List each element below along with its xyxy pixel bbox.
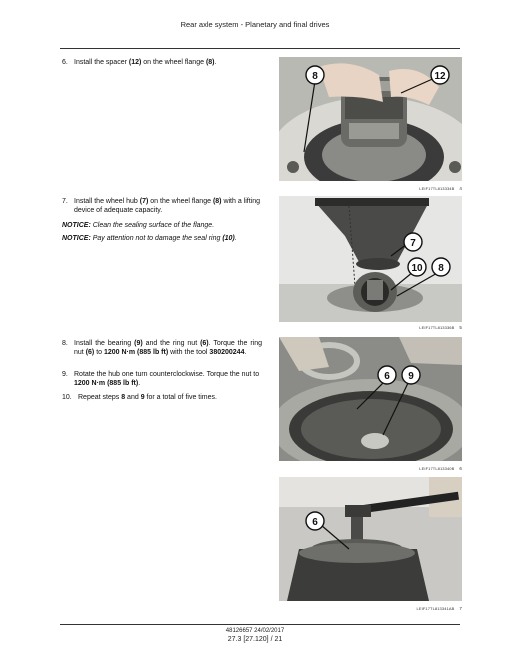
step-number: 7. (62, 198, 68, 205)
step-text-part: Install the spacer (74, 59, 129, 66)
step-text-part: for a total of five times. (144, 394, 217, 401)
part-ref: (8) (212, 198, 222, 205)
figure-number: 7 (459, 606, 462, 611)
callout-8 (432, 258, 450, 276)
step-text-part: and the ring nut (142, 340, 201, 347)
footer-rule (60, 624, 460, 625)
figure-6-caption (279, 466, 462, 471)
callout-label: 10 (411, 263, 423, 274)
part-ref: (9) (134, 340, 143, 347)
step-text (74, 197, 262, 215)
step-ref: 8 (121, 394, 126, 401)
step-7 (62, 197, 262, 215)
step-number: 9. (62, 371, 68, 378)
callout-label: 7 (410, 238, 416, 249)
notice-label: NOTICE: (62, 222, 91, 229)
step-text (74, 339, 262, 357)
footer-doc-code: 48126657 24/02/2017 (225, 628, 285, 634)
step-text-part: on the wheel flange (141, 59, 206, 66)
step-ref: 9 (140, 394, 145, 401)
callout-label: 6 (384, 371, 390, 382)
callout-9 (402, 366, 420, 384)
part-ref: (7) (139, 198, 149, 205)
callout-label: 6 (312, 517, 318, 528)
step-text (74, 58, 262, 67)
step-9 (62, 370, 262, 388)
notice-text: Pay attention not to damage the seal ring (90, 235, 223, 242)
part-ref: (8) (205, 59, 215, 66)
step-number: 8. (62, 340, 68, 347)
page-header-title: Rear axle system - Planetary and final drives (180, 20, 330, 29)
callout-7 (404, 233, 422, 251)
step-text-part: . (244, 349, 247, 356)
callout-6 (306, 512, 324, 530)
step-6 (62, 58, 262, 67)
figure-code: LEIF17TL813341AB (416, 606, 455, 611)
notice-clean-surface (62, 221, 262, 230)
figure-6-photo (279, 337, 462, 461)
callout-label: 8 (312, 71, 318, 82)
part-ref: (6) (200, 340, 209, 347)
callout-6 (378, 366, 396, 384)
notice-text: Clean the sealing surface of the flange. (90, 222, 215, 229)
figure-5-caption (279, 325, 462, 330)
footer-page-number: 27.3 [27.120] / 21 (227, 636, 283, 643)
step-number: 6. (62, 59, 68, 66)
step-text-part: with the tool (168, 349, 210, 356)
tool-number: 380200244 (209, 349, 245, 356)
torque-value: 1200 N·m (885 lb ft) (74, 380, 139, 387)
callout-12 (431, 66, 449, 84)
step-text-part: . Torque the ring nut (74, 340, 262, 356)
figure-code: LEIF17TL813340B (419, 466, 455, 471)
callout-label: 9 (408, 371, 414, 382)
figure-5-photo (279, 196, 462, 322)
figure-7-photo (279, 477, 462, 601)
callout-8 (306, 66, 324, 84)
step-text-part: to (94, 349, 104, 356)
step-text (78, 393, 262, 402)
part-ref: (12) (128, 59, 142, 66)
callout-label: 12 (434, 71, 446, 82)
figure-number: 4 (459, 186, 462, 191)
step-text-part: with a lifting device of adequate capacity. (74, 198, 261, 214)
figure-4-caption (279, 186, 462, 191)
step-10 (62, 393, 262, 402)
figure-code: LEIF17TL813334B (419, 186, 455, 191)
step-number: 10. (62, 394, 72, 401)
step-text (74, 370, 262, 388)
step-8 (62, 339, 262, 357)
notice-label: NOTICE: (62, 235, 91, 242)
callout-10 (408, 258, 426, 276)
figure-code: LEIF17TL813336B (419, 325, 455, 330)
torque-value: 1200 N·m (885 lb ft) (103, 349, 169, 356)
notice-seal-ring (62, 234, 262, 243)
figure-number: 5 (459, 325, 462, 330)
step-text-part: Repeat steps (78, 394, 122, 401)
step-text-part: . (138, 380, 141, 387)
figure-4-photo (279, 57, 462, 181)
step-text-part: . (214, 59, 217, 66)
part-ref: (6) (85, 349, 95, 356)
notice-text: . (234, 235, 237, 242)
step-text-part: on the wheel flange (148, 198, 213, 205)
step-text-part: Install the wheel hub (74, 198, 140, 205)
figure-7-caption (279, 606, 462, 611)
step-text-part: Install the bearing (74, 340, 135, 347)
figure-number: 6 (459, 466, 462, 471)
header-rule (60, 48, 460, 49)
step-text-part: Rotate the hub one turn counterclockwise. Torque the nut to (74, 371, 260, 378)
part-ref: (10) (222, 235, 235, 242)
step-text-part: and (125, 394, 141, 401)
callout-label: 8 (438, 263, 444, 274)
